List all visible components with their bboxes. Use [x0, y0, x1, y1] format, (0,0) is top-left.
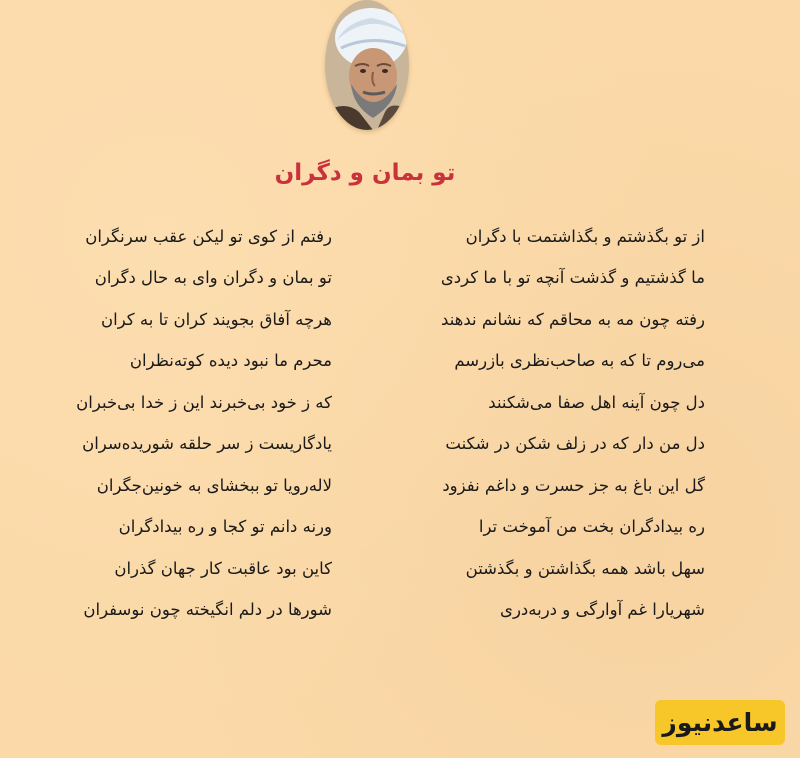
- couplet-10-first-hemistich: شهریارا غم آوارگی و دربه‌دری: [500, 600, 705, 619]
- couplet-9-first-hemistich: سهل باشد همه بگذاشتن و بگذشتن: [465, 559, 705, 578]
- couplet-4-second-hemistich: محرم ما نبود دیده کوته‌نظران: [129, 351, 332, 370]
- couplet-6-first-hemistich: دل من دار که در زلف شکن در شکنت: [445, 434, 705, 453]
- couplet-9-second-hemistich: کاین بود عاقبت کار جهان گذران: [114, 559, 332, 578]
- couplet-8-second-hemistich: ورنه دانم تو کجا و ره بیدادگران: [118, 517, 332, 536]
- couplet-7-second-hemistich: لاله‌رویا تو ببخشای به خونین‌جگران: [96, 476, 332, 495]
- couplet-2-second-hemistich: تو بمان و دگران وای به حال دگران: [94, 268, 332, 287]
- poem-title: تو بمان و دگران: [274, 160, 456, 186]
- poet-portrait-icon: [325, 0, 409, 130]
- couplet-3-second-hemistich: هرچه آفاق بجویند کران تا به کران: [101, 310, 332, 329]
- poem-body: [0, 222, 800, 642]
- couplet-4-first-hemistich: می‌روم تا که به صاحب‌نظری بازرسم: [454, 351, 705, 370]
- couplet-10-second-hemistich: شورها در دلم انگیخته چون نوسفران: [83, 600, 332, 619]
- saednews-logo: ساعدنیوز: [655, 700, 785, 745]
- couplet-1-first-hemistich: از تو بگذشتم و بگذاشتمت با دگران: [465, 227, 705, 246]
- couplet-2-first-hemistich: ما گذشتیم و گذشت آنچه تو با ما کردی: [440, 268, 705, 287]
- couplet-3-first-hemistich: رفته چون مه به محاقم که نشانم ندهند: [441, 310, 705, 329]
- poet-portrait-image: [325, 0, 409, 130]
- couplet-6-second-hemistich: یادگاریست ز سر حلقه شوریده‌سران: [82, 434, 332, 453]
- couplet-5-second-hemistich: که ز خود بی‌خبرند این ز خدا بی‌خبران: [76, 393, 332, 412]
- couplet-8-first-hemistich: ره بیدادگران بخت من آموخت ترا: [478, 517, 705, 536]
- couplet-5-first-hemistich: دل چون آینه اهل صفا می‌شکنند: [488, 393, 705, 412]
- couplet-1-second-hemistich: رفتم از کوی تو لیکن عقب سرنگران: [85, 227, 332, 246]
- couplet-7-first-hemistich: گل این باغ به جز حسرت و داغم نفزود: [442, 476, 705, 495]
